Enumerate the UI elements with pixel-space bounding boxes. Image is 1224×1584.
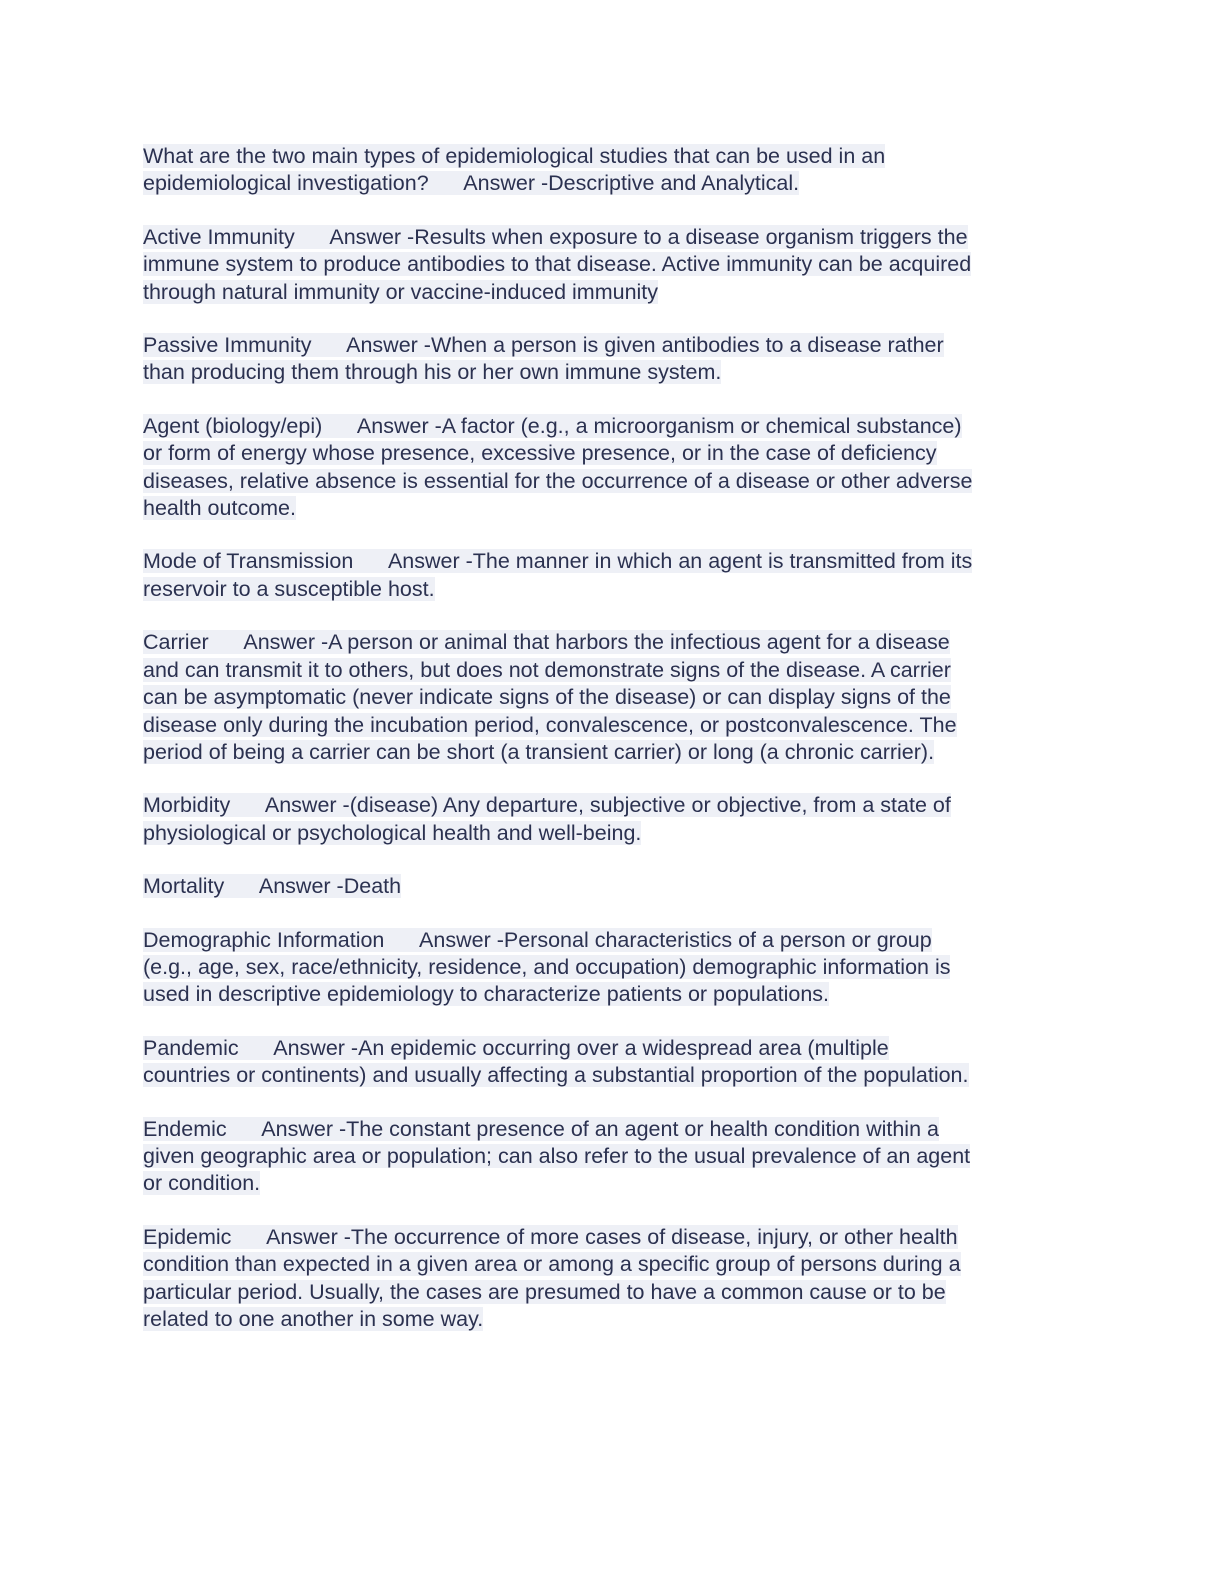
qa-entry-carrier xyxy=(143,629,1073,766)
entry-line: condition than expected in a given area or among a specific group of persons during a xyxy=(143,1252,961,1277)
entry-line: What are the two main types of epidemiological studies that can be used in an xyxy=(143,144,886,168)
entry-line: Carrier Answer -A person or animal that harbors the infectious agent for a disease xyxy=(143,630,950,655)
entry-line: countries or continents) and usually affecting a substantial proportion of the population. xyxy=(143,1063,969,1088)
entry-line: Passive Immunity Answer -When a person is given antibodies to a disease rather xyxy=(143,333,944,358)
qa-entry-pandemic xyxy=(143,1035,1073,1090)
entry-line: or form of energy whose presence, excessive presence, or in the case of deficiency xyxy=(143,441,937,466)
entry-line: Demographic Information Answer -Personal characteristics of a person or group xyxy=(143,927,932,952)
entry-line: can be asymptomatic (never indicate signs of the disease) or can display signs of the xyxy=(143,685,951,710)
entry-line: Mode of Transmission Answer -The manner in which an agent is transmitted from its xyxy=(143,549,973,574)
entry-line: Epidemic Answer -The occurrence of more cases of disease, injury, or other health xyxy=(143,1224,958,1249)
entry-line: given geographic area or population; can also refer to the usual prevalence of an agent xyxy=(143,1143,971,1168)
entry-line: or condition. xyxy=(143,1171,261,1196)
entry-line: (e.g., age, sex, race/ethnicity, residence, and occupation) demographic information is xyxy=(143,954,951,979)
qa-entry-morbidity xyxy=(143,792,1073,847)
document-page xyxy=(143,143,1073,1359)
entry-line: epidemiological investigation? Answer -Descriptive and Analytical. xyxy=(143,171,800,196)
entry-line: physiological or psychological health and well-being. xyxy=(143,820,642,845)
qa-entry-endemic xyxy=(143,1116,1073,1198)
qa-entry-epidemic xyxy=(143,1224,1073,1334)
entry-line: and can transmit it to others, but does not demonstrate signs of the disease. A carrier xyxy=(143,657,951,682)
qa-entry-mortality xyxy=(143,873,1073,900)
qa-entry-active-immunity xyxy=(143,224,1073,306)
entry-line: disease only during the incubation period, convalescence, or postconvalescence. The xyxy=(143,712,957,737)
entry-line: Agent (biology/epi) Answer -A factor (e.g., a microorganism or chemical substance) xyxy=(143,413,962,438)
entry-line: used in descriptive epidemiology to characterize patients or populations. xyxy=(143,982,830,1007)
entry-line: Mortality Answer -Death xyxy=(143,874,402,899)
entry-line: health outcome. xyxy=(143,496,296,521)
entry-line: Endemic Answer -The constant presence of an agent or health condition within a xyxy=(143,1116,939,1141)
entry-line: Active Immunity Answer -Results when exposure to a disease organism triggers the xyxy=(143,224,968,249)
entry-line: reservoir to a susceptible host. xyxy=(143,576,435,601)
qa-entry-passive-immunity xyxy=(143,332,1073,387)
entry-line: immune system to produce antibodies to that disease. Active immunity can be acquired xyxy=(143,252,972,277)
qa-entry-study-types xyxy=(143,143,1073,198)
entry-line: Pandemic Answer -An epidemic occurring over a widespread area (multiple xyxy=(143,1035,889,1060)
entry-line: related to one another in some way. xyxy=(143,1307,484,1331)
entry-line: period of being a carrier can be short (a transient carrier) or long (a chronic carrier). xyxy=(143,739,935,764)
entry-line: through natural immunity or vaccine-induced immunity xyxy=(143,279,659,304)
entry-line: than producing them through his or her own immune system. xyxy=(143,360,722,385)
entry-line: diseases, relative absence is essential for the occurrence of a disease or other adverse xyxy=(143,468,973,493)
qa-entry-mode-of-transmission xyxy=(143,548,1073,603)
entry-line: Morbidity Answer -(disease) Any departure, subjective or objective, from a state of xyxy=(143,793,951,818)
entry-line: particular period. Usually, the cases are presumed to have a common cause or to be xyxy=(143,1279,946,1304)
qa-entry-demographic-information xyxy=(143,927,1073,1009)
qa-entry-agent xyxy=(143,413,1073,523)
